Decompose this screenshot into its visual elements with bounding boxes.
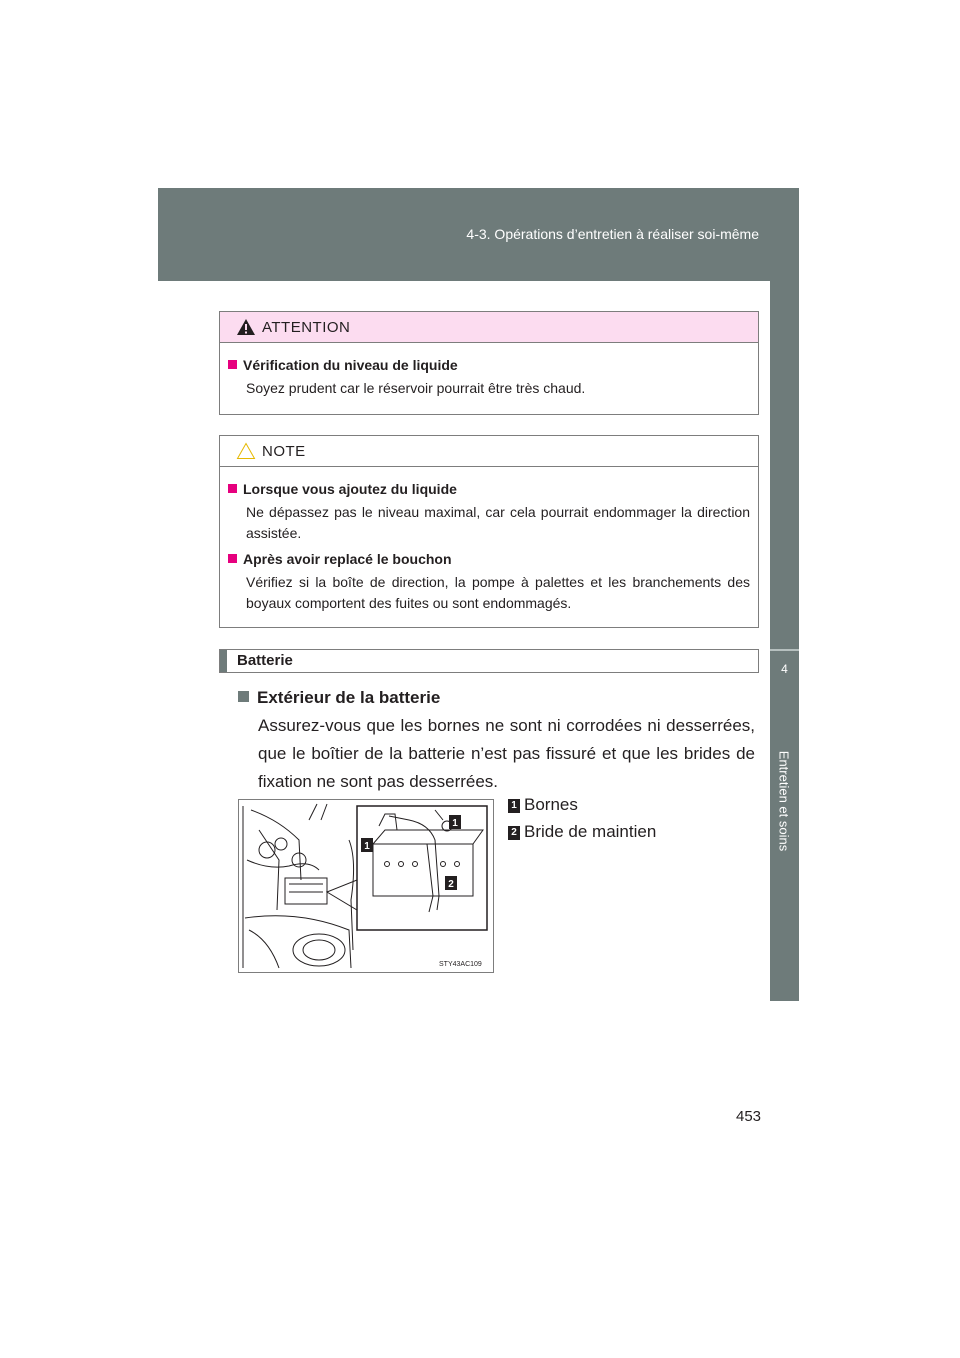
attention-item-heading: Vérification du niveau de liquide [228,355,750,375]
bullet-square-icon [238,691,249,702]
sub-heading: Extérieur de la batterie [238,688,440,708]
bullet-square-icon [228,360,237,369]
attention-title: ATTENTION [262,319,351,336]
section-title: Batterie [237,652,293,669]
callout-labels [361,815,461,890]
section-title: 4-3. Opérations d’entretien à réaliser soi-même [466,226,759,242]
chapter-label: Entretien et soins [776,750,792,852]
section-heading-bar [219,649,759,673]
note-item-text: Vérifiez si la boîte de direction, la pompe à palettes et les branchements des boyaux comportent des fuites ou sont endommagés. [246,574,750,611]
legend-number: 1 [508,799,520,813]
legend-number: 2 [508,826,520,840]
legend-label: Bornes [524,795,578,814]
page-number: 453 [736,1108,762,1125]
caution-outline-icon [236,442,256,460]
note-header [220,436,758,467]
note-title: NOTE [262,443,306,460]
bullet-square-icon [228,554,237,563]
legend-label: Bride de maintien [524,822,657,841]
note-item-heading: Après avoir replacé le bouchon [228,549,750,569]
note-box [219,435,759,628]
chapter-number: 4 [781,662,788,676]
attention-box [219,311,759,415]
callout-2: 2 [448,879,454,890]
legend-item [508,795,578,815]
legend-item [508,822,656,842]
figure-code: STY43AC109 [439,961,482,968]
warning-icon [236,318,256,336]
note-item-text: Ne dépassez pas le niveau maximal, car cela pourrait endommager la direction assistée. [246,504,750,541]
attention-item-text: Soyez prudent car le réservoir pourrait être très chaud. [246,380,586,396]
chapter-side-tab [770,281,799,1001]
bullet-square-icon [228,484,237,493]
battery-illustration [238,799,494,973]
note-item-heading: Lorsque vous ajoutez du liquide [228,479,750,499]
tab-divider [770,649,799,651]
engine-bay-drawing [239,800,494,973]
body-paragraph: Assurez-vous que les bornes ne sont ni corrodées ni desserrées, que le boîtier de la batterie n’est pas fissuré et que les brides de fixation ne sont pas desserrées. [258,716,755,791]
header-band [158,188,799,281]
attention-header [220,312,758,343]
callout-1b: 1 [364,841,370,852]
callout-1a: 1 [452,818,458,829]
section-accent [220,650,227,672]
